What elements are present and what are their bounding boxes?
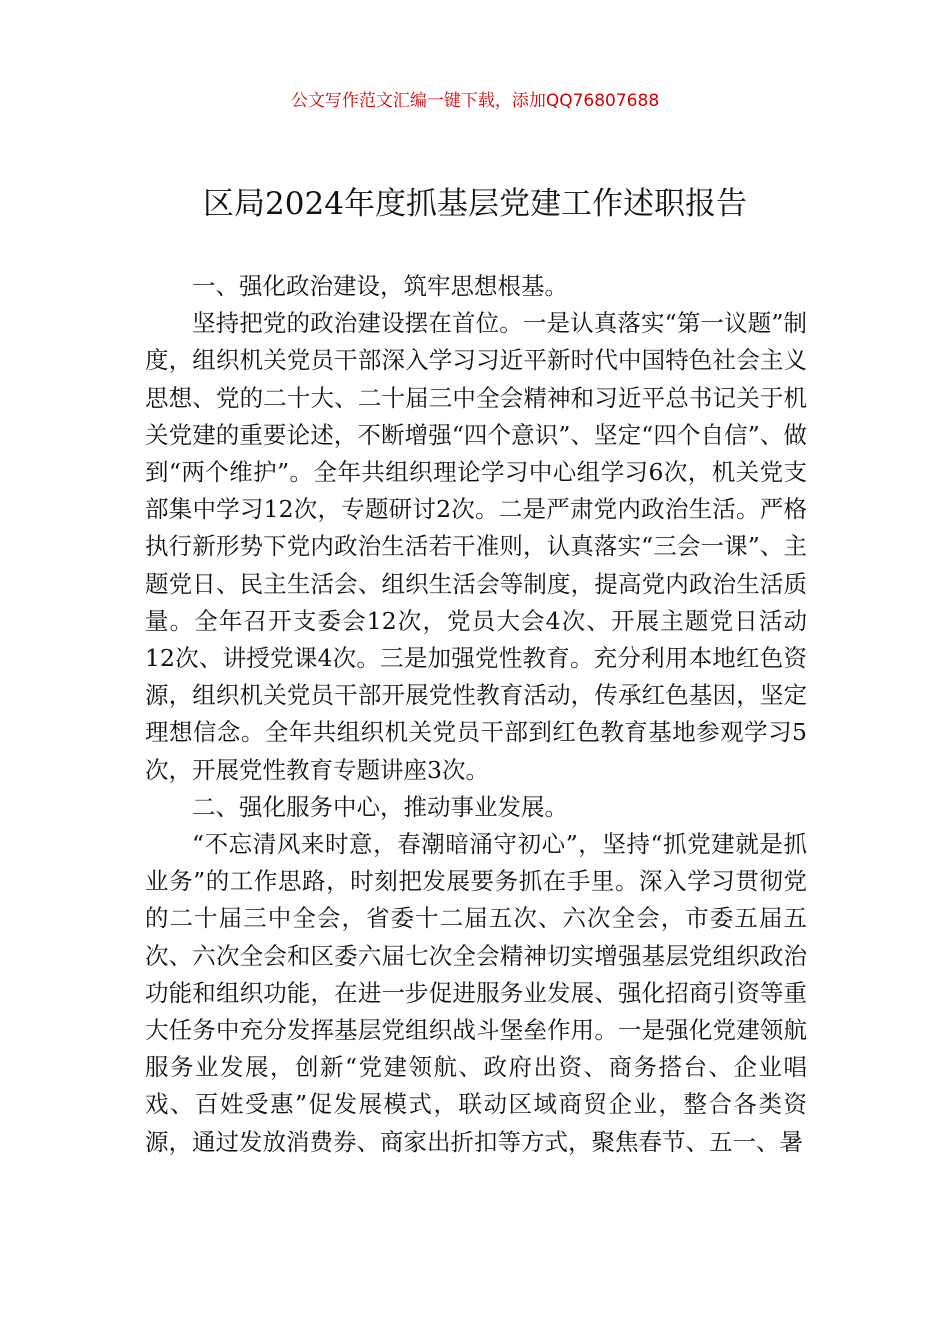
watermark-text: 公文写作范文汇编一键下载，添加QQ76807688 — [290, 91, 660, 111]
section-heading: 一、强化政治建设，筑牢思想根基。 — [192, 272, 568, 300]
section-heading: 二、强化服务中心，推动事业发展。 — [192, 792, 568, 821]
document-body — [145, 268, 807, 1161]
page-title: 区局2024年度抓基层党建工作述职报告 — [203, 186, 747, 222]
section-paragraph: 坚持把党的政治建设摆在首位。一是认真落实“第一议题”制度，组织机关党员干部深入学习习近平新时代中国特色社会主义思想、党的二十大、二十届三中全会精神和习近平总书记关于机关党建的重要论述，不断增强“四个意识”、坚定“四个自信”、做到“两个维护”。全年共组织理论学习中心组学习6次，机关党支部集中学习12次，专题研讨2次。二是严肃党内政治生活。严格执行新形势下党内政治生活若干准则，认真落实“三会一课”、主题党日、民主生活会、组织生活会等制度，提高党内政治生活质量。全年召开支委会12次，党员大会4次、开展主题党日活动12次、讲授党课4次。三是加强党性教育。充分利用本地红色资源，组织机关党员干部开展党性教育活动，传承红色基因，坚定理想信念。全年共组织机关党员干部到红色教育基地参观学习5次，开展党性教育专题讲座3次。 — [145, 309, 807, 784]
section-paragraph: “不忘清风来时意，春潮暗涌守初心”，坚持“抓党建就是抓业务”的工作思路，时刻把发展要务抓在手里。深入学习贯彻党的二十届三中全会，省委十二届五次、六次全会，市委五届五次、六次全会和区委六届七次全会精神切实增强基层党组织政治功能和组织功能，在进一步促进服务业发展、强化招商引资等重大任务中充分发挥基层党组织战斗堡垒作用。一是强化党建领航服务业发展，创新“党建领航、政府出资、商务搭台、企业唱戏、百姓受惠”促发展模式，联动区域商贸企业，整合各类资源，通过发放消费券、商家出折扣等方式，聚焦春节、五一、暑 — [145, 830, 807, 1156]
